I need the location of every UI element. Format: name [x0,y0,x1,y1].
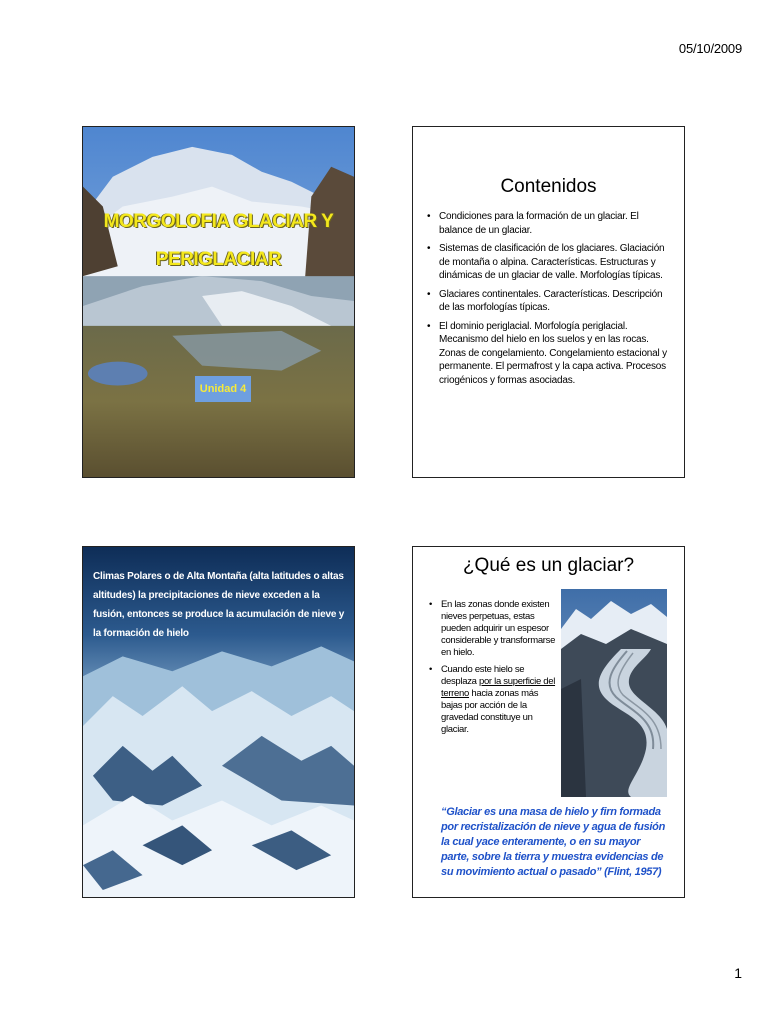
underlined-phrase: por la superficie del terreno [441,676,556,699]
list-item: • En las zonas donde existen nieves perpetuas, estas pueden adquirir un espesor considerable y transformarse en hielo. [429,599,559,659]
glacier-heading: ¿Qué es un glaciar? [462,555,635,576]
slide-title [82,126,355,478]
climate-text: Climas Polares o de Alta Montaña (alta latitudes o altas altitudes) la precipitaciones de nieve exceden a la fusión, entonces se produce la acumulación de nieve y la formación de hielo [93,571,345,639]
header-date: 05/10/2009 [678,41,742,56]
flint-quote: “Glaciar es una masa de hielo y firn formada por recristalización de nieve y agua de fusión la cual yace enteramente, o en su mayor parte, sobre la tierra y muestra evidencias de su movimiento actual o pasado” (Flint, 1957) [441,806,665,878]
unit-badge: Unidad 4 [195,376,251,402]
valley-glacier-photo [561,589,667,797]
slide-climate [82,546,355,898]
slide-title-heading: MORGOLOFIA GLACIAR Y PERIGLACIAR [103,211,334,270]
list-item: • Sistemas de clasificación de los glaciares. Glaciación de montaña o alpina. Características. Estructuras y dinámicas de un glaciar de valle. Morfologías típicas. [427,242,672,283]
list-item-text: Cuando este hielo se desplaza [441,664,525,687]
list-item: • El dominio periglacial. Morfología periglacial. Mecanismo del hielo en los suelos y en las rocas. Zonas de congelamiento. Congelamiento estacional y permanente. El permafrost y la capa activa. Procesos criogénicos y formas asociadas. [427,320,672,388]
list-item [429,664,559,736]
list-item: • Condiciones para la formación de un glaciar. El balance de un glaciar. [427,210,672,237]
glacier-landscape-photo [83,127,354,477]
glacier-list [429,599,559,741]
contents-list [427,210,672,392]
contents-heading: Contenidos [500,176,597,197]
slide-contents [412,126,685,478]
list-item: • Glaciares continentales. Características. Descripción de las morfologías típicas. [427,288,672,315]
list-item-text: hacia zonas más bajas por acción de la gravedad constituye un glaciar. [441,688,539,735]
page-number: 1 [734,965,742,981]
slide-what-is-glacier [412,546,685,898]
